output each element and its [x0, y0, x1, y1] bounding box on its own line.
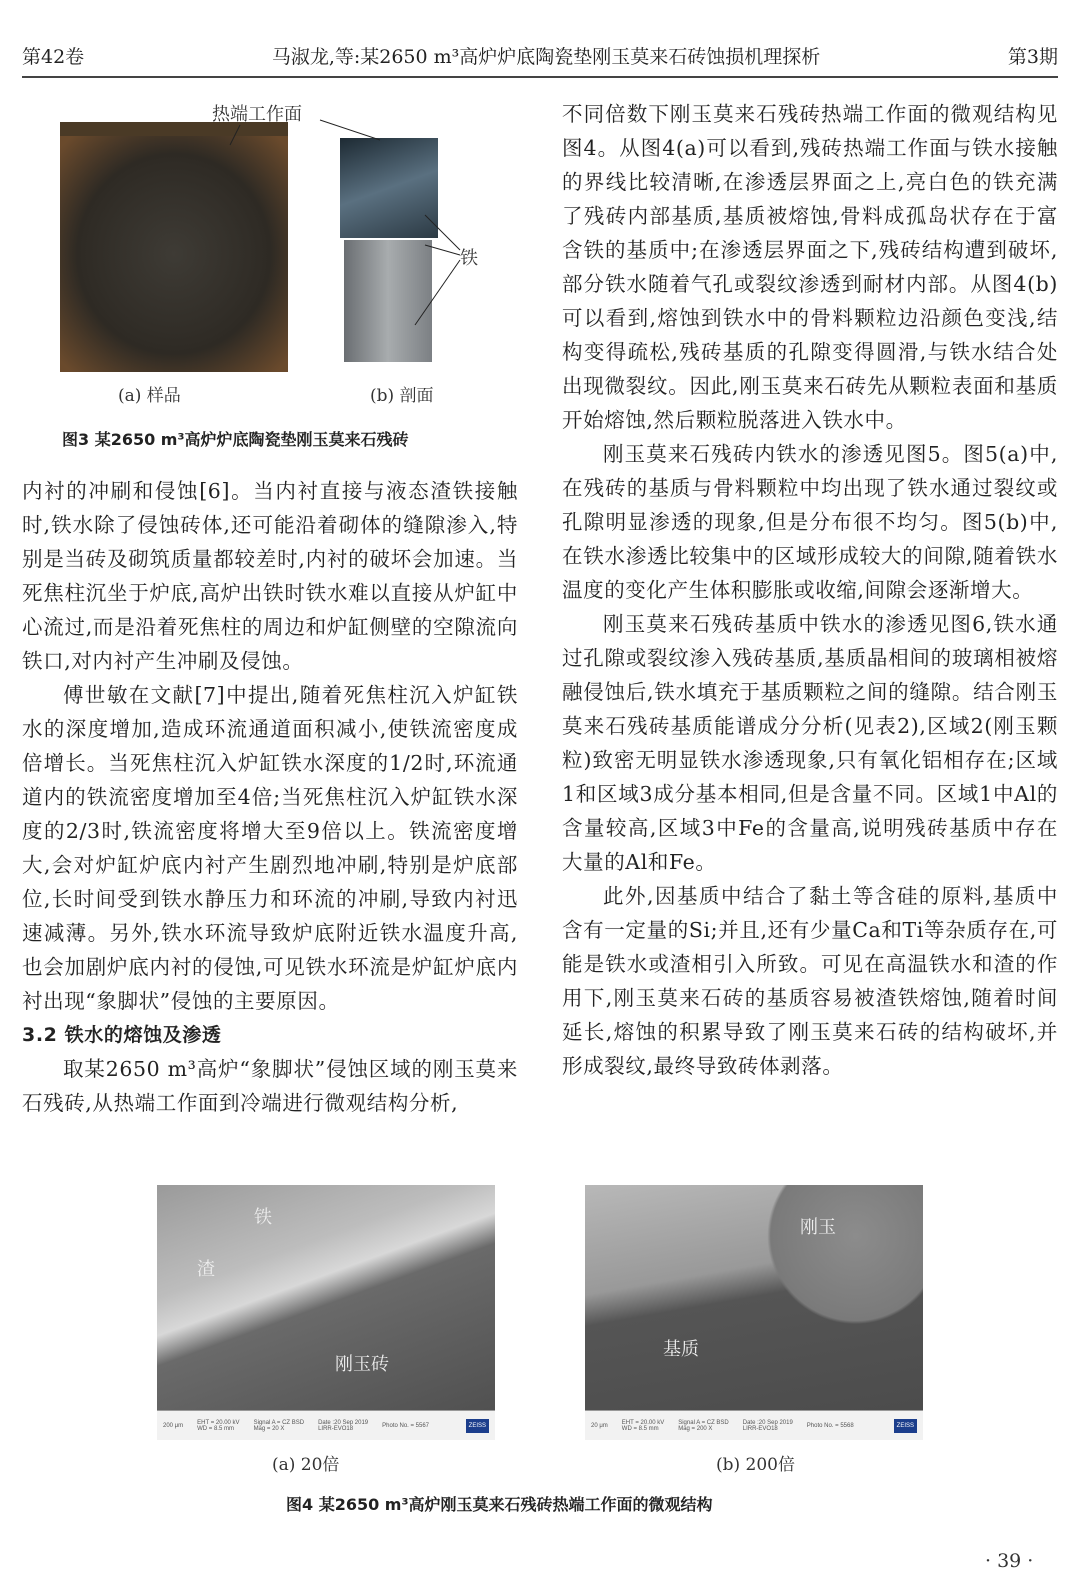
sem-info-bar [157, 1410, 495, 1440]
right-column [562, 97, 1058, 1083]
section-heading: 3.2 铁水的熔蚀及渗透 [22, 1024, 222, 1046]
date: Date :20 Sep 2019 [742, 1419, 793, 1426]
label-iron: 铁 [460, 248, 478, 269]
header-rule [22, 76, 1058, 78]
label-corundum: 刚玉 [800, 1217, 836, 1238]
figure3-title: 图3 某2650 m³高炉炉底陶瓷垫刚玉莫来石残砖 [62, 430, 409, 449]
sem-info-bar [585, 1410, 923, 1440]
figure3a-caption: (a) 样品 [118, 386, 181, 406]
label-slag: 渣 [197, 1259, 215, 1280]
label-hot-face: 热端工作面 [212, 104, 302, 125]
mag: Mag = 200 X [678, 1425, 713, 1432]
scale-bar: 20 μm [591, 1422, 608, 1429]
photo-no: Photo No. = 5567 [382, 1422, 430, 1429]
paragraph: 此外,因基质中结合了黏土等含硅的原料,基质中含有一定量的Si;并且,还有少量Ca和Ti等杂质存在,可能是铁水或渣相引入所致。可见在高温铁水和渣的作用下,刚玉莫来石砖的基质容易被渣铁熔蚀,随着时间延长,熔蚀的积累导致了刚玉莫来石砖的结构破坏,并形成裂纹,最终导致砖体剥落。 [562, 884, 1058, 1078]
paragraph: 内衬的冲刷和侵蚀[6]。当内衬直接与液态渣铁接触时,铁水除了侵蚀砖体,还可能沿着砌体的缝隙渗入,特别是当砖及砌筑质量都较差时,内衬的破坏会加速。当死焦柱沉坐于炉底,高炉出铁时铁水难以直接从炉缸中心流过,而是沿着死焦柱的周边和炉缸侧壁的空隙流向铁口,对内衬产生冲刷及侵蚀。 [22, 479, 518, 673]
figure4a-caption: (a) 20倍 [272, 1455, 340, 1475]
eht: EHT = 20.00 kV [621, 1419, 665, 1426]
mag: Mag = 20 X [253, 1425, 285, 1432]
volume: 第42卷 [22, 46, 85, 68]
zeiss-logo: ZEISS [466, 1419, 489, 1433]
running-title: 马淑龙,等:某2650 m³高炉炉底陶瓷垫刚玉莫来石砖蚀损机理探析 [271, 46, 821, 68]
paragraph: 取某2650 m³高炉“象脚状”侵蚀区域的刚玉莫来石残砖,从热端工作面到冷端进行微观结构分析, [22, 1057, 518, 1115]
running-header [22, 42, 1058, 72]
wd: WD = 8.5 mm [197, 1425, 234, 1432]
signal: Signal A = CZ BSD [253, 1419, 305, 1426]
label-iron: 铁 [254, 1207, 272, 1228]
instrument: LIRR-EVO18 [742, 1425, 778, 1432]
paragraph: 不同倍数下刚玉莫来石残砖热端工作面的微观结构见图4。从图4(a)可以看到,残砖热端工作面与铁水接触的界线比较清晰,在渗透层界面之上,亮白色的铁充满了残砖内部基质,基质被熔蚀,骨料成孤岛状存在于富含铁的基质中;在渗透层界面之下,残砖结构遭到破坏,部分铁水随着气孔或裂纹渗透到耐材内部。从图4(b)可以看到,熔蚀到铁水中的骨料颗粒边沿颜色变浅,结构变得疏松,残砖基质的孔隙变得圆滑,与铁水结合处出现微裂纹。因此,刚玉莫来石砖先从颗粒表面和基质开始熔蚀,然后颗粒脱落进入铁水中。 [562, 102, 1058, 432]
signal: Signal A = CZ BSD [678, 1419, 729, 1426]
figure4b-caption: (b) 200倍 [716, 1455, 795, 1475]
figure3b-caption: (b) 剖面 [370, 386, 434, 406]
photo-no: Photo No. = 5568 [806, 1422, 854, 1429]
paragraph: 傅世敏在文献[7]中提出,随着死焦柱沉入炉缸铁水的深度增加,造成环流通道面积减小,使铁流密度成倍增长。当死焦柱沉入炉缸铁水深度的1/2时,环流通道内的铁流密度增加至4倍;当死焦柱沉入炉缸铁水深度的2/3时,铁流密度将增大至9倍以上。铁流密度增大,会对炉缸炉底内衬产生剧烈地冲刷,特别是炉底部位,长时间受到铁水静压力和环流的冲刷,导致内衬迅速减薄。另外,铁水环流导致炉底附近铁水温度升高,也会加剧炉底内衬的侵蚀,可见铁水环流是炉缸炉底内衬出现“象脚状”侵蚀的主要原因。 [22, 683, 518, 1013]
label-matrix: 基质 [663, 1339, 699, 1360]
left-column [22, 474, 518, 1120]
eht: EHT = 20.00 kV [197, 1419, 240, 1426]
paragraph: 刚玉莫来石残砖内铁水的渗透见图5。图5(a)中,在残砖的基质与骨料颗粒中均出现了铁水通过裂纹或孔隙明显渗透的现象,但是分布很不均匀。图5(b)中,在铁水渗透比较集中的区域形成较大的间隙,随着铁水温度的变化产生体积膨胀或收缩,间隙会逐渐增大。 [562, 442, 1058, 602]
zeiss-logo: ZEISS [894, 1419, 917, 1433]
wd: WD = 8.5 mm [621, 1425, 659, 1432]
scale-bar: 200 μm [163, 1422, 184, 1429]
figure4b-sem-image [585, 1185, 923, 1440]
pointer-arrows [220, 115, 480, 335]
figure4-title: 图4 某2650 m³高炉刚玉莫来石残砖热端工作面的微观结构 [286, 1495, 713, 1514]
issue: 第3期 [1007, 46, 1058, 68]
label-corundum-brick: 刚玉砖 [335, 1354, 389, 1375]
paragraph: 刚玉莫来石残砖基质中铁水的渗透见图6,铁水通过孔隙或裂纹渗入残砖基质,基质晶相间的玻璃相被熔融侵蚀后,铁水填充于基质颗粒之间的缝隙。结合刚玉莫来石残砖基质能谱成分分析(见表2),区域2(刚玉颗粒)致密无明显铁水渗透现象,只有氧化铝相存在;区域1和区域3成分基本相同,但是含量不同。区域1中Al的含量较高,区域3中Fe的含量高,说明残砖基质中存在大量的Al和Fe。 [562, 612, 1058, 874]
figure4a-sem-image [157, 1185, 495, 1440]
instrument: LIRR-EVO18 [318, 1425, 354, 1432]
page-number: · 39 · [985, 1550, 1034, 1572]
date: Date :20 Sep 2019 [318, 1419, 369, 1426]
